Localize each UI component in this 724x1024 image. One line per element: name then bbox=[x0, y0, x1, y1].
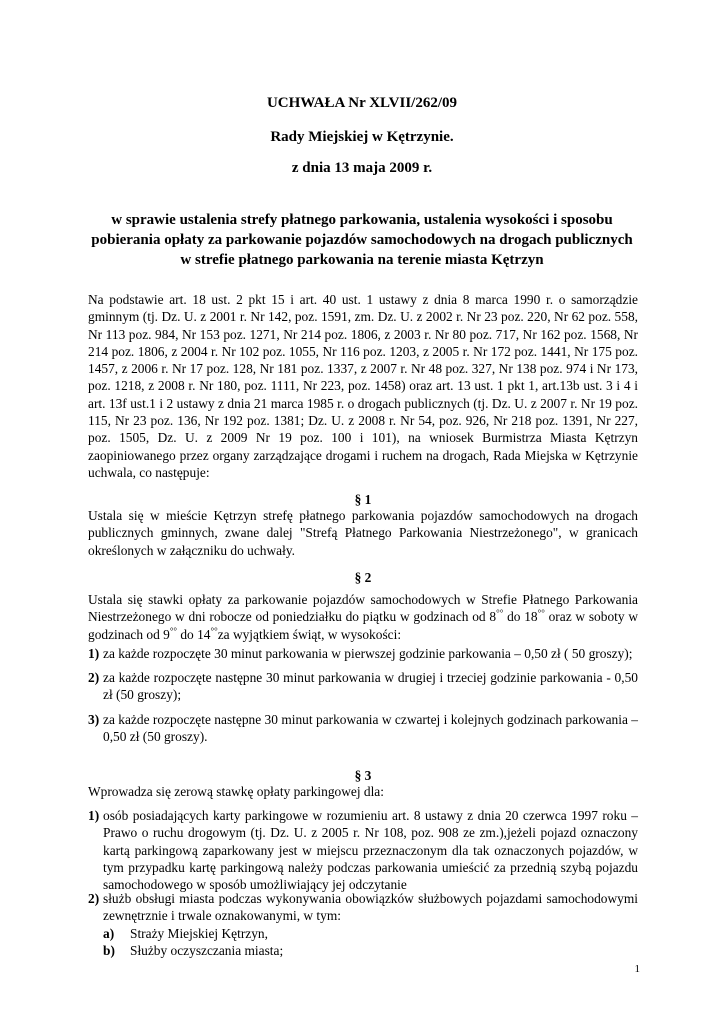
subitem-letter: a) bbox=[103, 926, 115, 941]
item-text: za każde rozpoczęte następne 30 minut parkowania w drugiej i trzeciej godzinie parkowania - 0,50 zł (50 groszy); bbox=[103, 670, 638, 703]
item-number: 1) bbox=[88, 646, 100, 661]
item-text: osób posiadających karty parkingowe w rozumieniu art. 8 ustawy z dnia 20 czerwca 1997 roku – Prawo o ruchu drogowym (tj. Dz. U. z 2005 r. Nr 108, poz. 908 ze zm.),jeżeli pojazd oznaczony kartą parkingową zaparkowany jest w miejscu przeznaczonym dla tak oznaczonych pojazdów, w tym przypadku kartę parkingową należy podczas parkowania umieścić za przednią szybą pojazdu samochodowego w sposób umożliwiający jej odczytanie bbox=[103, 808, 638, 893]
subitem-text: Służby oczyszczania miasta; bbox=[130, 943, 284, 958]
page-number: 1 bbox=[634, 963, 640, 975]
subitem-text: Straży Miejskiej Kętrzyn, bbox=[130, 926, 268, 941]
item-number: 1) bbox=[88, 808, 100, 823]
section-2-item bbox=[88, 645, 638, 662]
subitem-letter: b) bbox=[103, 943, 115, 958]
section-2-heading: § 2 bbox=[354, 570, 372, 585]
section-3-subitem bbox=[88, 942, 638, 959]
item-number: 2) bbox=[88, 891, 100, 906]
item-text: za każde rozpoczęte następne 30 minut parkowania w czwartej i kolejnych godzinach parkowania – 0,50 zł (50 groszy). bbox=[103, 712, 638, 745]
item-number: 2) bbox=[88, 670, 100, 685]
section-2-intro: Ustala się stawki opłaty za parkowanie pojazdów samochodowych w Strefie Płatnego Parkowania Niestrzeżonego w dni robocze od poniedziałku do piątku w godzinach od 8°° do 18°° oraz w soboty w godzinach od 9°° do 14°°za wyjątkiem świąt, w wysokości: bbox=[88, 592, 638, 642]
resolution-issuer: Rady Miejskiej w Kętrzynie. bbox=[270, 129, 454, 145]
resolution-date: z dnia 13 maja 2009 r. bbox=[291, 160, 433, 176]
resolution-subject: w sprawie ustalenia strefy płatnego parkowania, ustalenia wysokości i sposobu pobierania opłaty za parkowanie pojazdów samochodowych na drogach publicznych w strefie płatnego parkowania na terenie miasta Kętrzyn bbox=[91, 212, 633, 268]
resolution-title: UCHWAŁA Nr XLVII/262/09 bbox=[266, 95, 458, 111]
item-text: za każde rozpoczęte 30 minut parkowania w pierwszej godzinie parkowania – 0,50 zł ( 50 groszy); bbox=[103, 646, 633, 661]
preamble-paragraph: Na podstawie art. 18 ust. 2 pkt 15 i art. 40 ust. 1 ustawy z dnia 8 marca 1990 r. o samorządzie gminnym (tj. Dz. U. z 2001 r. Nr 142, poz. 1591, zm. Dz. U. z 2002 r. Nr 23 poz. 220, Nr 62 poz. 558, Nr 113 poz. 984, Nr 153 poz. 1271, Nr 214 poz. 1806, z 2003 r. Nr 80 poz. 717, Nr 162 poz. 1568, Nr 214 poz. 1806, z 2004 r. Nr 102 poz. 1055, Nr 116 poz. 1203, z 2005 r. Nr 172 poz. 1441, Nr 175 poz. 1457, z 2006 r. Nr 17 poz. 128, Nr 181 poz. 1337, z 2007 r. Nr 48 poz. 327, Nr 138 poz. 974 i Nr 173, poz. 1218, z 2008 r. Nr 180, poz. 1111, Nr 223, poz. 1458) oraz art. 13 ust. 1 pkt 1, art.13b ust. 3 i 4 i art. 13f ust.1 i 2 ustawy z dnia 21 marca 1985 r. o drogach publicznych (tj. Dz. U. z 2007 r. Nr 19 poz. 115, Nr 23 poz. 136, Nr 192 poz. 1381; Dz. U. z 2008 r. Nr 54, poz. 926, Nr 218 poz. 1391, Nr 227, poz. 1505, Dz. U. z 2009 Nr 19 poz. 100 i 101), na wniosek Burmistrza Miasta Kętrzyn zaopiniowanego przez organy zarządzające drogami i ruchem na drogach, Rada Miejska w Kętrzynie uchwala, co następuje: bbox=[88, 292, 638, 480]
section-2-item bbox=[88, 669, 638, 704]
item-text: służb obsługi miasta podczas wykonywania obowiązków służbowych pojazdami samochodowymi zewnętrznie i trwale oznakowanymi, w tym: bbox=[103, 891, 638, 924]
section-1-heading: § 1 bbox=[354, 492, 372, 507]
section-2-item bbox=[88, 711, 638, 746]
section-3-subitem bbox=[88, 925, 638, 942]
section-3-item bbox=[88, 890, 638, 925]
section-1-text: Ustala się w mieście Kętrzyn strefę płatnego parkowania pojazdów samochodowych na drogach publicznych gminnych, zwane dalej "Strefą Płatnego Parkowania Niestrzeżonego", w granicach określonych w załączniku do uchwały. bbox=[88, 508, 638, 558]
section-3-intro: Wprowadza się zerową stawkę opłaty parkingowej dla: bbox=[88, 784, 384, 799]
section-3-heading: § 3 bbox=[354, 768, 372, 783]
section-3-item bbox=[88, 807, 638, 893]
item-number: 3) bbox=[88, 712, 100, 727]
